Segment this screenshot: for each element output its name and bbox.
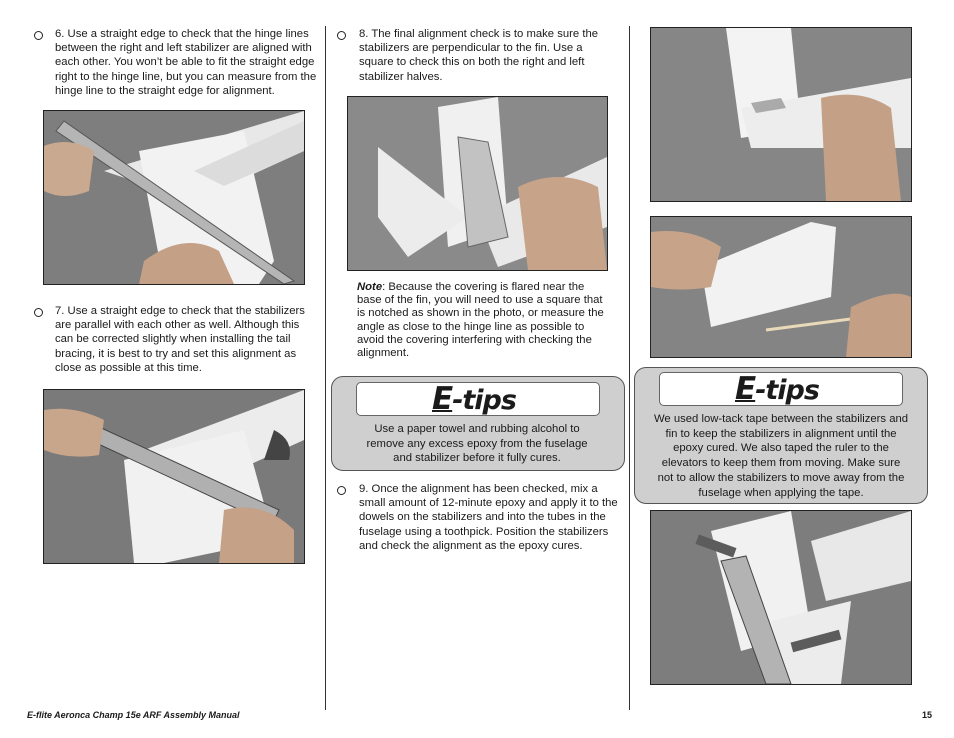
photo-ruler-hinge-check: [43, 110, 305, 285]
step-7-bullet[interactable]: [34, 308, 43, 317]
etips-title-1: [356, 382, 600, 416]
etips-logo-1: E-tips: [432, 381, 516, 417]
photo-square-fin-check: [347, 96, 608, 271]
etips-box-2: [634, 367, 928, 504]
photo-ruler-parallel-check: [43, 389, 305, 564]
step-6-text: 6. Use a straight edge to check that the hinge lines between the right and left stabilizer are aligned with each other. You won’t be able to fit the straight edge right to the hinge line, but you can measure from the hinge line to the straight edge for alignment.: [55, 28, 317, 97]
etips-box-1: [331, 376, 625, 471]
footer-title: E-flite Aeronca Champ 15e ARF Assembly Manual: [27, 710, 240, 720]
etips-logo-2: E-tips: [735, 371, 819, 407]
step-9-text: 9. Once the alignment has been checked, mix a small amount of 12-minute epoxy and apply it to the dowels on the stabilizers and into the tubes in the fuselage using a toothpick. Position the stabilizers and check the alignment as the epoxy cures.: [359, 483, 618, 552]
step-6-bullet[interactable]: [34, 31, 43, 40]
note-label: Note: [357, 281, 383, 293]
photo-taped-stabilizers: [650, 510, 912, 685]
etips-text-1: Use a paper towel and rubbing alcohol to remove any excess epoxy from the fuselage and stabilizer before it fully cures.: [366, 423, 588, 465]
step-7-text: 7. Use a straight edge to check that the stabilizers are parallel with each other as well. Although this can be corrected slightly when installing the tail bracing, it is best to try and set this alignment as close as possible at this time.: [55, 305, 305, 374]
step-9-bullet[interactable]: [337, 486, 346, 495]
page-number: 15: [922, 710, 933, 720]
note-block: [357, 281, 605, 360]
note-text: : Because the covering is flared near the base of the fin, you will need to use a square that is notched as shown in the photo, or measure the angle as close to the hinge line as possible to avoid the covering interfering with checking the alignment.: [357, 281, 604, 360]
etips-text-2: We used low-tack tape between the stabilizers and fin to keep the stabilizers in alignment until the epoxy cured. We also taped the ruler to the elevators to keep them from moving. Make sure not to allow the stabilizers to move away from the fuselage when applying the tape.: [653, 413, 909, 499]
etips-title-2: [659, 372, 903, 406]
photo-stab-dowels: [650, 216, 912, 358]
column-divider-right: [629, 26, 630, 710]
photo-fin-toothpick: [650, 27, 912, 202]
step-8-text: 8. The final alignment check is to make sure the stabilizers are perpendicular to the fin. Use a square to check this on both the right and left stabilizer halves.: [359, 28, 599, 83]
step-8-bullet[interactable]: [337, 31, 346, 40]
column-divider-left: [325, 26, 326, 710]
